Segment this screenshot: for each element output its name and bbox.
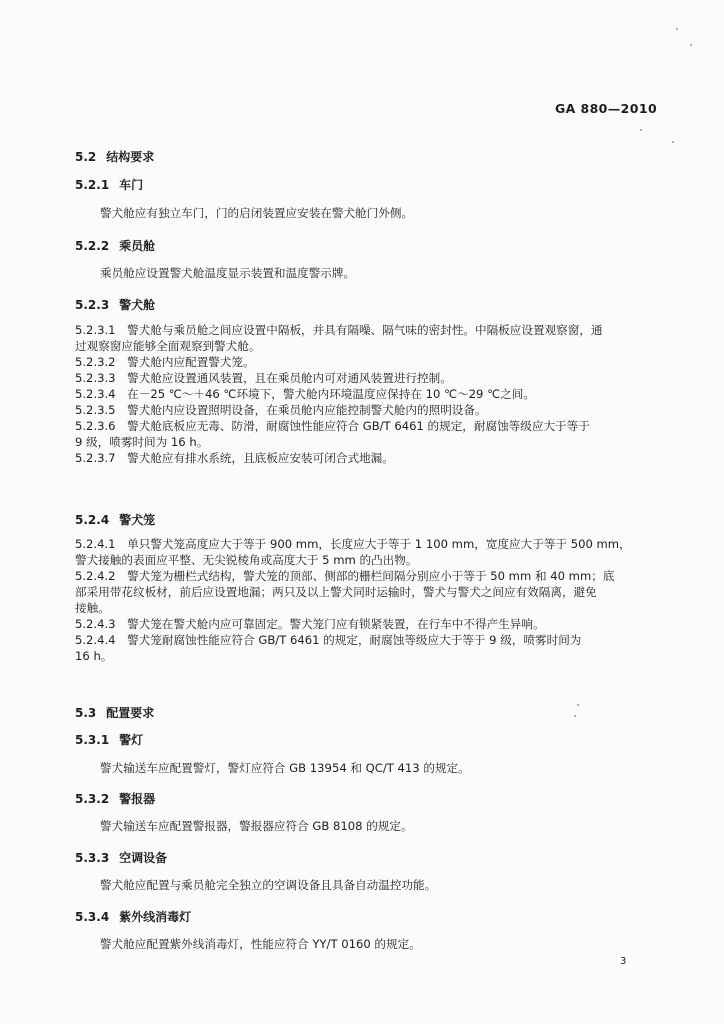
section-heading-5-3-4 xyxy=(75,908,191,925)
section-heading-5-2-3 xyxy=(75,296,155,313)
section-number: 5.2.1 xyxy=(75,178,110,192)
clause-line: 过观察窗应能够全面观察到警犬舱。 xyxy=(75,339,261,353)
section-title: 警犬舱 xyxy=(119,298,156,312)
clause-line: 5.2.3.4 在－25 ℃～＋46 ℃环境下，警犬舱内环境温度应保持在 10 ℃～29 ℃之间。 xyxy=(75,387,535,401)
scan-speck xyxy=(676,28,678,30)
section-heading-5-3 xyxy=(75,704,154,721)
scan-speck xyxy=(672,141,674,143)
clause-line: 5.2.4.2 警犬笼为栅栏式结构，警犬笼的顶部、侧部的栅栏间隔分别应小于等于 50 mm 和 40 mm；底 xyxy=(75,569,615,583)
section-title: 警报器 xyxy=(119,792,156,806)
page-number: 3 xyxy=(620,956,627,967)
section-number: 5.3 xyxy=(75,706,97,720)
section-number: 5.2.2 xyxy=(75,239,110,253)
section-title: 紫外线消毒灯 xyxy=(119,910,192,924)
clause-line: 警犬接触的表面应平整、无尖锐棱角或高度大于 5 mm 的凸出物。 xyxy=(75,553,418,567)
clause-line: 5.2.3.2 警犬舱内应配置警犬笼。 xyxy=(75,355,255,369)
section-title: 配置要求 xyxy=(106,706,155,720)
paragraph-5-3-4: 警犬舱应配置紫外线消毒灯，性能应符合 YY/T 0160 的规定。 xyxy=(100,937,421,951)
paragraph-5-2-2: 乘员舱应设置警犬舱温度显示装置和温度警示牌。 xyxy=(100,266,356,280)
clause-line: 5.2.3.3 警犬舱应设置通风装置，且在乘员舱内可对通风装置进行控制。 xyxy=(75,371,452,385)
section-number: 5.2.4 xyxy=(75,513,110,527)
section-number: 5.3.3 xyxy=(75,851,110,865)
paragraph-5-2-1: 警犬舱应有独立车门，门的启闭装置应安装在警犬舱门外侧。 xyxy=(100,206,414,220)
section-title: 乘员舱 xyxy=(119,239,156,253)
clause-line: 5.2.3.7 警犬舱应有排水系统，且底板应安装可闭合式地漏。 xyxy=(75,451,394,465)
section-number: 5.3.1 xyxy=(75,733,110,747)
section-number: 5.3.4 xyxy=(75,910,110,924)
paragraph-5-3-1: 警犬输送车应配置警灯，警灯应符合 GB 13954 和 QC/T 413 的规定。 xyxy=(100,761,470,775)
section-heading-5-3-1 xyxy=(75,731,143,748)
scan-speck xyxy=(690,44,692,46)
section-heading-5-3-2 xyxy=(75,790,155,807)
standard-number: GA 880—2010 xyxy=(555,101,658,116)
clause-line: 部采用带花纹板材，前后应设置地漏；两只及以上警犬同时运输时，警犬与警犬之间应有效隔离，避免 xyxy=(75,585,597,599)
section-heading-5-3-3 xyxy=(75,849,167,866)
section-heading-5-2-1 xyxy=(75,176,143,193)
paragraph-5-3-3: 警犬舱应配置与乘员舱完全独立的空调设备且具备自动温控功能。 xyxy=(100,878,437,892)
section-title: 空调设备 xyxy=(119,851,168,865)
section-heading-5-2 xyxy=(75,148,154,165)
clause-line: 5.2.3.6 警犬舱底板应无毒、防滑，耐腐蚀性能应符合 GB/T 6461 的规定，耐腐蚀等级应大于等于 xyxy=(75,419,590,433)
scan-speck xyxy=(574,715,576,717)
clause-line: 5.2.3.1 警犬舱与乘员舱之间应设置中隔板，并具有隔噪、隔气味的密封性。中隔板应设置观察窗，通 xyxy=(75,323,603,337)
section-number: 5.3.2 xyxy=(75,792,110,806)
scan-speck xyxy=(640,129,642,131)
section-title: 警灯 xyxy=(119,733,144,747)
clause-line: 5.2.4.1 单只警犬笼高度应大于等于 900 mm，长度应大于等于 1 100 mm，宽度应大于等于 500 mm， xyxy=(75,537,631,551)
section-heading-5-2-4 xyxy=(75,511,155,528)
clause-line: 接触。 xyxy=(75,601,110,615)
section-title: 结构要求 xyxy=(106,150,155,164)
clause-line: 16 h。 xyxy=(75,649,113,663)
clause-line: 5.2.4.3 警犬笼在警犬舱内应可靠固定。警犬笼门应有锁紧装置，在行车中不得产生异响。 xyxy=(75,617,545,631)
section-title: 警犬笼 xyxy=(119,513,156,527)
section-number: 5.2.3 xyxy=(75,298,110,312)
paragraph-5-3-2: 警犬输送车应配置警报器，警报器应符合 GB 8108 的规定。 xyxy=(100,819,413,833)
clause-line: 5.2.4.4 警犬笼耐腐蚀性能应符合 GB/T 6461 的规定，耐腐蚀等级应大于等于 9 级，喷雾时间为 xyxy=(75,633,582,647)
section-number: 5.2 xyxy=(75,150,97,164)
section-title: 车门 xyxy=(119,178,144,192)
clause-line: 5.2.3.5 警犬舱内应设置照明设备，在乘员舱内应能控制警犬舱内的照明设备。 xyxy=(75,403,487,417)
clauses-5-2-4 xyxy=(75,536,631,664)
clauses-5-2-3 xyxy=(75,322,603,466)
scan-speck xyxy=(577,704,579,706)
clause-line: 9 级，喷雾时间为 16 h。 xyxy=(75,435,209,449)
section-heading-5-2-2 xyxy=(75,237,155,254)
